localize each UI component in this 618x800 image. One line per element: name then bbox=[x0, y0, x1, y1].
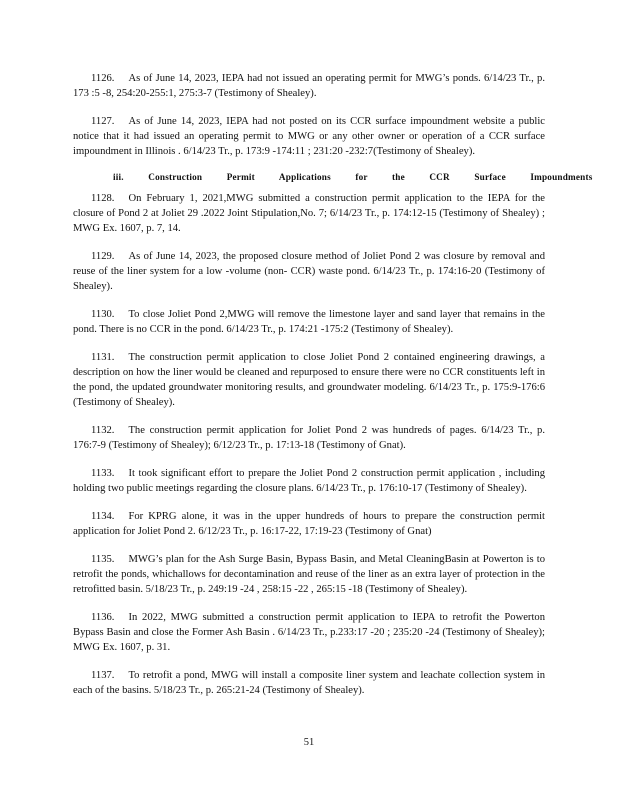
paragraph-text: To retrofit a pond, MWG will install a composite liner system and leachate collection system in each of the basins. 5/18/23 Tr., p. 265:21-24 (Testimony of Shealey). bbox=[73, 670, 545, 696]
paragraph-text: As of June 14, 2023, IEPA had not issued an operating permit for MWG’s ponds. 6/14/23 Tr., p. 173 :5 -8, 254:20-255:1, 275:3-7 (Testimony of Shealey). bbox=[73, 73, 545, 99]
paragraph-1131 bbox=[73, 350, 545, 410]
paragraph-number: 1135. bbox=[91, 554, 115, 565]
paragraph-1135 bbox=[73, 552, 545, 597]
paragraph-1127 bbox=[73, 114, 545, 159]
paragraph-number: 1130. bbox=[91, 309, 115, 320]
paragraph-number: 1128. bbox=[91, 193, 115, 204]
paragraph-number: 1133. bbox=[91, 468, 115, 479]
paragraph-1128 bbox=[73, 191, 545, 236]
page-number: 51 bbox=[303, 737, 315, 748]
paragraph-number: 1132. bbox=[91, 425, 115, 436]
paragraph-text: As of June 14, 2023, the proposed closure method of Joliet Pond 2 was closure by removal and reuse of the liner system for a low -volume (non- CCR) waste pond. 6/14/23 Tr., p. 174:16-20 (Testimony of Shealey). bbox=[73, 251, 545, 292]
paragraph-number: 1126. bbox=[91, 73, 115, 84]
paragraph-text: The construction permit application to close Joliet Pond 2 contained engineering drawings, a description on how the liner would be cleaned and repurposed to ensure there were no CCR constituents left in the pond, the updated groundwater monitoring results, and groundwater modeling. 6/14/23 Tr., p. 175:9-176:6 (Testimony of Shealey). bbox=[73, 352, 545, 408]
paragraph-1136 bbox=[73, 610, 545, 655]
paragraph-1132 bbox=[73, 423, 545, 453]
page-content bbox=[73, 71, 593, 711]
paragraph-number: 1131. bbox=[91, 352, 115, 363]
section-heading: iii. Construction Permit Applications for the CCR Surface Impoundments bbox=[113, 172, 593, 182]
paragraph-text: As of June 14, 2023, IEPA had not posted on its CCR surface impoundment website a public notice that it had issued an operating permit to MWG or any other owner or operation of a CCR surface impoundment in Illinois . 6/14/23 Tr., p. 173:9 -174:11 ; 231:20 -232:7(Testimony of Shealey). bbox=[73, 116, 545, 157]
paragraph-text: MWG’s plan for the Ash Surge Basin, Bypass Basin, and Metal CleaningBasin at Powerton is to retrofit the ponds, whichallows for decontamination and reuse of the liner as an extra layer of protection in the retrofitted basin. 5/18/23 Tr., p. 249:19 -24 , 258:15 -22 , 265:15 -18 (Testimony of Shealey). bbox=[73, 554, 545, 595]
paragraph-1133 bbox=[73, 466, 545, 496]
paragraph-text: On February 1, 2021,MWG submitted a construction permit application to the IEPA for the closure of Pond 2 at Joliet 29 .2022 Joint Stipulation,No. 7; 6/14/23 Tr., p. 174:12-15 (Testimony of Shealey) ; MWG Ex. 1607, p. 7, 14. bbox=[73, 193, 545, 234]
paragraph-text: In 2022, MWG submitted a construction permit application to IEPA to retrofit the Powerton Bypass Basin and close the Former Ash Basin . 6/14/23 Tr., p.233:17 -20 ; 235:20 -24 (Testimony of Shealey); MWG Ex. 1607, p. 31. bbox=[73, 612, 545, 653]
paragraph-number: 1136. bbox=[91, 612, 115, 623]
paragraph-text: For KPRG alone, it was in the upper hundreds of hours to prepare the construction permit application for Joliet Pond 2. 6/12/23 Tr., p. 16:17-22, 17:19-23 (Testimony of Gnat) bbox=[73, 511, 545, 537]
paragraph-text: It took significant effort to prepare the Joliet Pond 2 construction permit application , including holding two public meetings regarding the closure plans. 6/14/23 Tr., p. 176:10-17 (Testimony of Shealey). bbox=[73, 468, 545, 494]
paragraph-text: The construction permit application for Joliet Pond 2 was hundreds of pages. 6/14/23 Tr., p. 176:7-9 (Testimony of Shealey); 6/12/23 Tr., p. 17:13-18 (Testimony of Gnat). bbox=[73, 425, 545, 451]
paragraph-number: 1127. bbox=[91, 116, 115, 127]
paragraph-number: 1137. bbox=[91, 670, 115, 681]
paragraph-number: 1129. bbox=[91, 251, 115, 262]
paragraph-1134 bbox=[73, 509, 545, 539]
paragraph-text: To close Joliet Pond 2,MWG will remove the limestone layer and sand layer that remains in the pond. There is no CCR in the pond. 6/14/23 Tr., p. 174:21 -175:2 (Testimony of Shealey). bbox=[73, 309, 545, 335]
paragraph-1130 bbox=[73, 307, 545, 337]
paragraph-1137 bbox=[73, 668, 545, 698]
paragraph-1129 bbox=[73, 249, 545, 294]
paragraph-1126 bbox=[73, 71, 545, 101]
paragraph-number: 1134. bbox=[91, 511, 115, 522]
